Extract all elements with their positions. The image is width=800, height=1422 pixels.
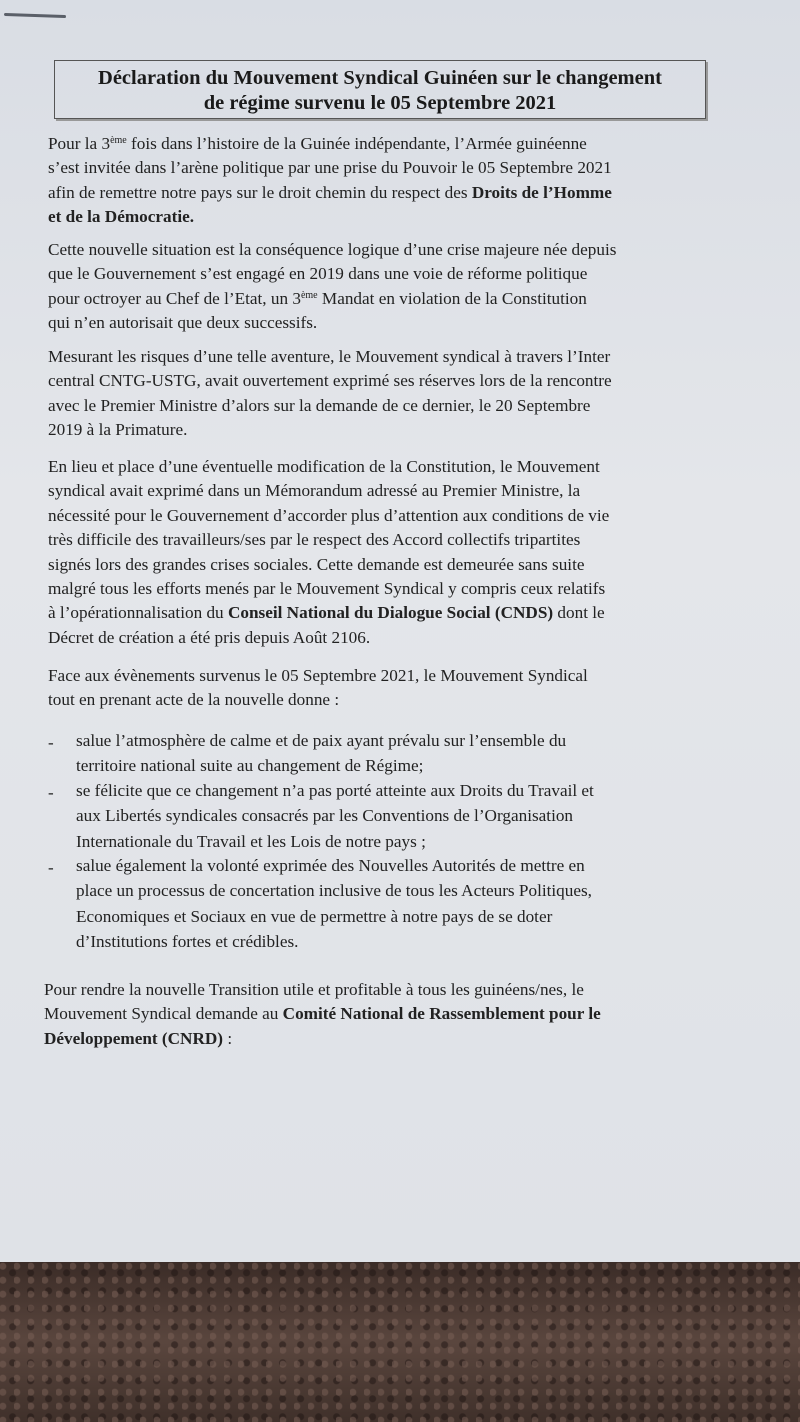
bullet-dash: - <box>48 733 54 752</box>
bullet-line: place un processus de concertation inclusive de tous les Acteurs Politiques, <box>76 881 592 901</box>
bullet-line: salue l’atmosphère de calme et de paix ayant prévalu sur l’ensemble du <box>76 731 567 750</box>
paragraph-line: s’est invitée dans l’arène politique par une prise du Pouvoir le 05 Septembre 2021 <box>48 158 612 178</box>
paragraph-line: 2019 à la Primature. <box>48 420 188 440</box>
paragraph-3 <box>48 345 708 443</box>
paragraph-line: Pour rendre la nouvelle Transition utile et profitable à tous les guinéens/nes, le <box>44 980 584 999</box>
title-line-2: de régime survenu le 05 Septembre 2021 <box>203 92 557 114</box>
paragraph-line: très difficile des travailleurs/ses par le respect des Accord collectifs tripartites <box>48 530 581 550</box>
paragraph-line: avec le Premier Ministre d’alors sur la demande de ce dernier, le 20 Septembre <box>48 395 591 415</box>
bullet-line: Economiques et Sociaux en vue de permettre à notre pays de se doter <box>76 906 553 926</box>
bullet-line: se félicite que ce changement n’a pas porté atteinte aux Droits du Travail et <box>76 781 594 800</box>
paragraph-line: signés lors des grandes crises sociales. Cette demande est demeurée sans suite <box>48 554 585 574</box>
bullet-line: Internationale du Travail et les Lois de notre pays ; <box>76 831 426 851</box>
paragraph-line: nécessité pour le Gouvernement d’accorder plus d’attention aux conditions de vie <box>48 505 610 525</box>
background-carpet <box>0 1262 800 1422</box>
paragraph-line: Développement (CNRD) : <box>44 1028 233 1048</box>
paragraph-6 <box>44 978 704 1051</box>
bullet-line: aux Libertés syndicales consacrés par les Conventions de l’Organisation <box>76 806 574 826</box>
bullet-dash: - <box>48 783 54 802</box>
paragraph-line: Décret de création a été pris depuis Août 2106. <box>48 627 371 647</box>
paragraph-line: tout en prenant acte de la nouvelle donne : <box>48 690 340 710</box>
bullet-line: territoire national suite au changement de Régime; <box>76 756 424 776</box>
bullet-line: salue également la volonté exprimée des Nouvelles Autorités de mettre en <box>76 856 585 875</box>
paragraph-line: En lieu et place d’une éventuelle modification de la Constitution, le Mouvement <box>48 457 600 476</box>
paragraph-line: que le Gouvernement s’est engagé en 2019 dans une voie de réforme politique <box>48 264 588 284</box>
paragraph-line: Cette nouvelle situation est la conséquence logique d’une crise majeure née depuis <box>48 240 617 259</box>
paragraph-line: Pour la 3ème fois dans l’histoire de la Guinée indépendante, l’Armée guinéenne <box>48 134 587 153</box>
paragraph-line: Mouvement Syndical demande au Comité National de Rassemblement pour le <box>44 1004 601 1024</box>
paragraph-1 <box>48 132 708 230</box>
paragraph-line: pour octroyer au Chef de l’Etat, un 3ème Mandat en violation de la Constitution <box>48 288 587 308</box>
paragraph-line: à l’opérationnalisation du Conseil National du Dialogue Social (CNDS) dont le <box>48 603 605 623</box>
staple-mark <box>4 13 66 18</box>
paragraph-line: malgré tous les efforts menés par le Mouvement Syndical y compris ceux relatifs <box>48 579 606 599</box>
bullet-item-2 <box>76 778 724 854</box>
bullet-item-1 <box>76 728 724 779</box>
title-line-1: Déclaration du Mouvement Syndical Guinéen sur le changement <box>98 67 662 89</box>
title-box <box>54 60 706 119</box>
paragraph-line: qui n’en autorisait que deux successifs. <box>48 313 318 333</box>
paragraph-4 <box>48 455 708 650</box>
paragraph-line: syndical avait exprimé dans un Mémorandum adressé au Premier Ministre, la <box>48 481 581 501</box>
paragraph-line: Mesurant les risques d’une telle aventure, le Mouvement syndical à travers l’Inter <box>48 347 611 366</box>
bullet-item-3 <box>76 853 724 955</box>
bullet-dash: - <box>48 858 54 877</box>
paragraph-line: et de la Démocratie. <box>48 207 195 227</box>
paragraph-line: central CNTG-USTG, avait ouvertement exprimé ses réserves lors de la rencontre <box>48 371 612 391</box>
bullet-line: d’Institutions fortes et crédibles. <box>76 932 299 952</box>
paragraph-2 <box>48 238 708 336</box>
paragraph-5 <box>48 664 708 713</box>
paragraph-line: Face aux évènements survenus le 05 Septembre 2021, le Mouvement Syndical <box>48 666 588 685</box>
paragraph-line: afin de remettre notre pays sur le droit chemin du respect des Droits de l’Homme <box>48 182 612 202</box>
